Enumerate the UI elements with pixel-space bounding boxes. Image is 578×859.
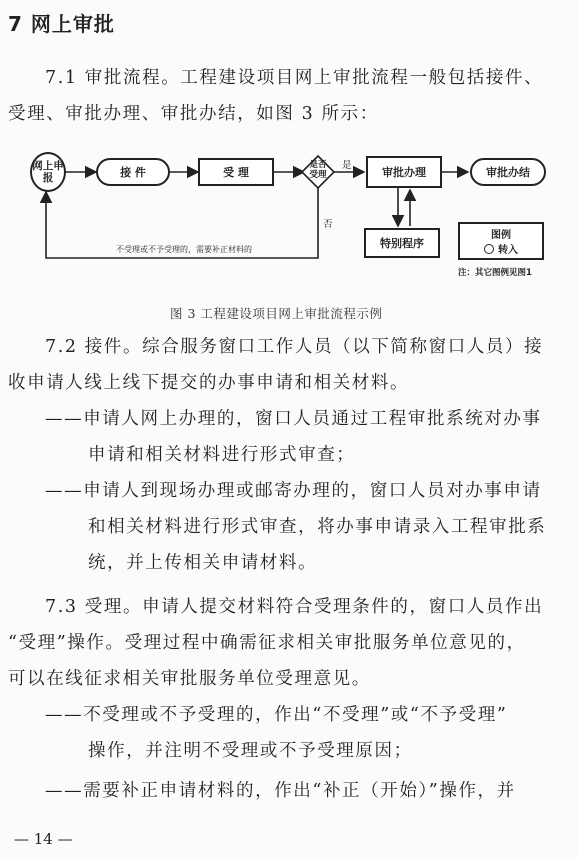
finish-node: 审批办结 xyxy=(470,158,546,186)
connector-circle-icon xyxy=(484,244,494,254)
list-item: ——申请人网上办理的，窗口人员通过工程审批系统对办事 xyxy=(45,409,542,429)
decision-node: 是否受理 xyxy=(309,160,327,180)
list-item: ——不受理或不予受理的，作出“不受理”或“不予受理” xyxy=(45,705,508,725)
no-label: 否 xyxy=(323,219,333,230)
paragraph-line: 收申请人线上线下提交的办事申请和相关材料。 xyxy=(8,373,410,393)
list-item-continuation: 操作，并注明不受理或不予受理原因； xyxy=(88,741,413,761)
list-item: ——需要补正申请材料的，作出“补正（开始）”操作，并 xyxy=(45,781,516,801)
start-node: 网上申报 xyxy=(30,152,66,192)
list-item-continuation: 申请和相关材料进行形式审查； xyxy=(88,445,356,465)
special-node: 特别程序 xyxy=(364,228,440,258)
yes-label: 是 xyxy=(342,160,352,171)
list-item: ——申请人到现场办理或邮寄办理的，窗口人员对办事申请 xyxy=(45,481,542,501)
accept-node: 受 理 xyxy=(198,158,274,186)
loop-note: 不受理或不予受理的，需要补正材料的 xyxy=(116,245,252,254)
legend-note: 注：其它图例见图1 xyxy=(458,268,532,278)
paragraph-line: 7.2 接件。综合服务窗口工作人员（以下简称窗口人员）接 xyxy=(45,337,544,357)
page-number: — 14 — xyxy=(14,830,73,848)
receive-node: 接 件 xyxy=(96,158,170,186)
paragraph-line: 7.3 受理。申请人提交材料符合受理条件的，窗口人员作出 xyxy=(45,597,544,617)
list-item-continuation: 统，并上传相关申请材料。 xyxy=(88,553,318,573)
legend-item: 转入 xyxy=(484,241,518,256)
paragraph-line: 受理、审批办理、审批办结，如图 3 所示： xyxy=(8,104,379,124)
figure-caption: 图 3 工程建设项目网上审批流程示例 xyxy=(170,306,383,321)
legend xyxy=(458,222,544,260)
list-item-continuation: 和相关材料进行形式审查，将办事申请录入工程审批系 xyxy=(88,517,547,537)
paragraph-line: 可以在线征求相关审批服务单位受理意见。 xyxy=(8,669,371,689)
legend-title: 图例 xyxy=(491,230,511,241)
flowchart xyxy=(0,140,578,290)
process-node: 审批办理 xyxy=(366,156,442,188)
paragraph-line: “受理”操作。受理过程中确需征求相关审批服务单位意见的， xyxy=(8,633,526,653)
section-heading: 7 网上审批 xyxy=(8,12,115,36)
paragraph-line: 7.1 审批流程。工程建设项目网上审批流程一般包括接件、 xyxy=(45,68,544,88)
